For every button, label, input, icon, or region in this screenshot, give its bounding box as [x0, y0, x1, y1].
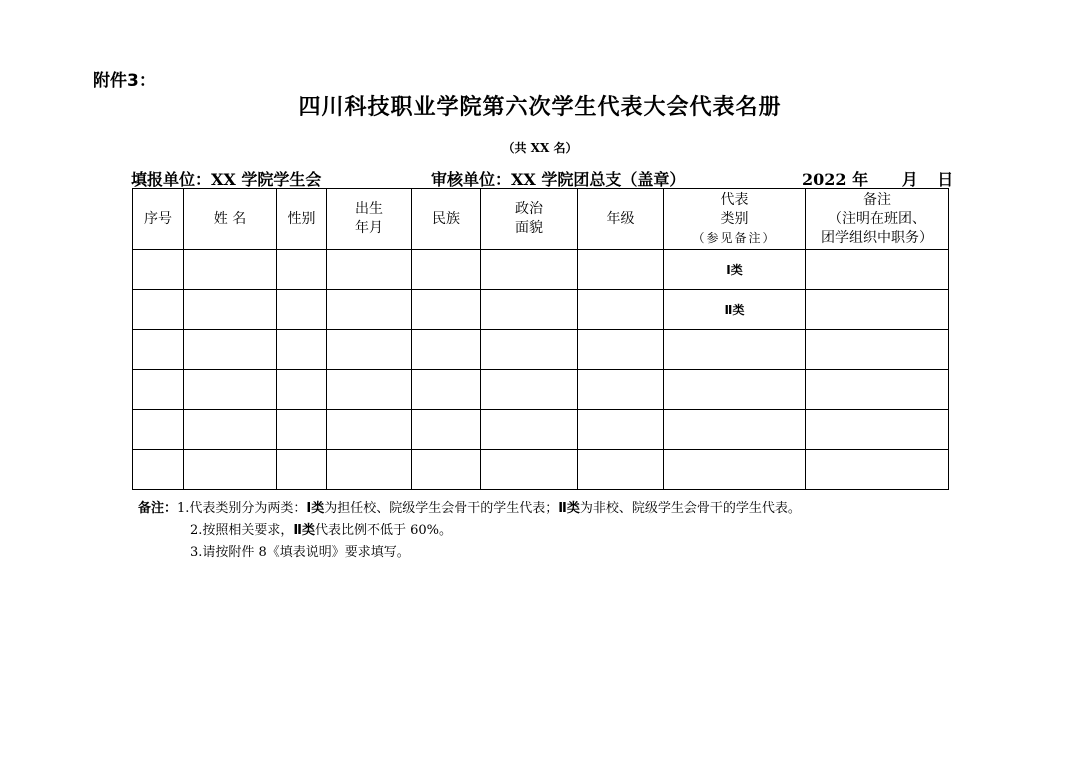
cell-political[interactable] [481, 410, 578, 450]
cell-name[interactable] [184, 370, 277, 410]
note-1-category-1: Ⅰ类 [306, 501, 325, 516]
cell-seq[interactable] [133, 450, 184, 490]
notes-section [138, 498, 801, 564]
fill-unit-value: XX 学院学生会 [211, 170, 322, 189]
cell-gender[interactable] [277, 370, 327, 410]
attachment-label: 附件3： [93, 71, 156, 91]
cell-birth[interactable] [327, 330, 412, 370]
cell-seq[interactable] [133, 290, 184, 330]
cell-ethnicity[interactable] [412, 250, 481, 290]
note-2-category-2: Ⅱ类 [293, 523, 315, 538]
review-unit-seal: （盖章） [621, 170, 686, 189]
cell-grade[interactable] [578, 290, 664, 330]
date-year: 2022 [802, 170, 847, 189]
note-1-text-c: 为担任校、院级学生会骨干的学生代表； [324, 501, 559, 516]
cell-birth[interactable] [327, 370, 412, 410]
table-row [133, 250, 949, 290]
cell-name[interactable] [184, 330, 277, 370]
fill-unit [131, 167, 355, 190]
cell-remark[interactable] [806, 330, 949, 370]
cell-category[interactable] [664, 450, 806, 490]
header-political [481, 189, 578, 250]
header-birth [327, 189, 412, 250]
cell-seq[interactable] [133, 370, 184, 410]
header-seq: 序号 [133, 189, 184, 250]
review-unit [431, 167, 685, 190]
date-line [802, 167, 953, 190]
cell-birth[interactable] [327, 410, 412, 450]
note-1-text-a: 1.代表类别分为两类： [177, 501, 307, 516]
cell-political[interactable] [481, 450, 578, 490]
header-ethnicity: 民族 [412, 189, 481, 250]
review-unit-label: 审核单位： [431, 170, 512, 189]
note-2-text-c: 代表比例不低于 60%。 [314, 523, 453, 538]
cell-category[interactable] [664, 410, 806, 450]
cell-remark[interactable] [806, 370, 949, 410]
header-category-line2: 类别 [720, 210, 749, 227]
header-birth-line1: 出生 [355, 201, 383, 217]
table-row [133, 290, 949, 330]
header-grade: 年级 [578, 189, 664, 250]
page-title: 四川科技职业学院第六次学生代表大会代表名册 [298, 95, 782, 120]
cell-remark[interactable] [806, 450, 949, 490]
header-political-line2: 面貌 [515, 220, 543, 236]
header-category-hint: （参见备注） [692, 230, 777, 245]
page-subtitle: （共 XX 名） [502, 141, 578, 155]
cell-category[interactable]: Ⅱ类 [664, 290, 806, 330]
date-month-label: 月 [901, 170, 918, 189]
cell-name[interactable] [184, 250, 277, 290]
cell-birth[interactable] [327, 250, 412, 290]
note-line-1 [138, 498, 801, 520]
header-remark-line1: 备注 [863, 191, 891, 208]
date-year-label: 年 [852, 170, 869, 189]
date-day-label: 日 [937, 170, 954, 189]
cell-ethnicity[interactable] [412, 410, 481, 450]
cell-ethnicity[interactable] [412, 450, 481, 490]
note-line-3: 3.请按附件 8《填表说明》要求填写。 [190, 545, 410, 560]
cell-gender[interactable] [277, 250, 327, 290]
cell-gender[interactable] [277, 450, 327, 490]
fill-unit-label: 填报单位： [131, 170, 212, 189]
cell-name[interactable] [184, 410, 277, 450]
cell-remark[interactable] [806, 290, 949, 330]
cell-political[interactable] [481, 330, 578, 370]
cell-ethnicity[interactable] [412, 330, 481, 370]
table-header-row [133, 189, 949, 250]
cell-gender[interactable] [277, 290, 327, 330]
roster-table [132, 188, 949, 490]
table-row [133, 450, 949, 490]
cell-political[interactable] [481, 250, 578, 290]
table-row [133, 410, 949, 450]
cell-gender[interactable] [277, 410, 327, 450]
cell-birth[interactable] [327, 290, 412, 330]
cell-ethnicity[interactable] [412, 370, 481, 410]
note-1-text-e: 为非校、院级学生会骨干的学生代表。 [579, 501, 801, 516]
cell-seq[interactable] [133, 410, 184, 450]
cell-birth[interactable] [327, 450, 412, 490]
note-line-2 [138, 520, 801, 542]
notes-label: 备注： [138, 501, 178, 516]
note-1-category-2: Ⅱ类 [558, 501, 580, 516]
note-2-text-a: 2.按照相关要求， [190, 523, 294, 538]
cell-category[interactable]: Ⅰ类 [664, 250, 806, 290]
header-birth-line2: 年月 [355, 220, 383, 236]
cell-grade[interactable] [578, 370, 664, 410]
cell-grade[interactable] [578, 330, 664, 370]
header-category-line1: 代表 [720, 191, 749, 208]
cell-category[interactable] [664, 370, 806, 410]
cell-seq[interactable] [133, 250, 184, 290]
cell-remark[interactable] [806, 250, 949, 290]
review-unit-value: XX 学院团总支 [511, 170, 622, 189]
cell-grade[interactable] [578, 250, 664, 290]
cell-political[interactable] [481, 370, 578, 410]
cell-grade[interactable] [578, 410, 664, 450]
cell-ethnicity[interactable] [412, 290, 481, 330]
cell-seq[interactable] [133, 330, 184, 370]
header-political-line1: 政治 [515, 201, 543, 217]
cell-name[interactable] [184, 290, 277, 330]
header-name: 姓 名 [184, 189, 277, 250]
table-row [133, 330, 949, 370]
cell-category[interactable] [664, 330, 806, 370]
header-remark-line2: （注明在班团、 [828, 210, 926, 227]
cell-name[interactable] [184, 450, 277, 490]
header-remark [806, 189, 949, 250]
cell-remark[interactable] [806, 410, 949, 450]
cell-grade[interactable] [578, 450, 664, 490]
header-category [664, 189, 806, 250]
cell-gender[interactable] [277, 330, 327, 370]
table-row [133, 370, 949, 410]
cell-political[interactable] [481, 290, 578, 330]
header-remark-line3: 团学组织中职务） [821, 229, 933, 246]
header-gender: 性别 [277, 189, 327, 250]
